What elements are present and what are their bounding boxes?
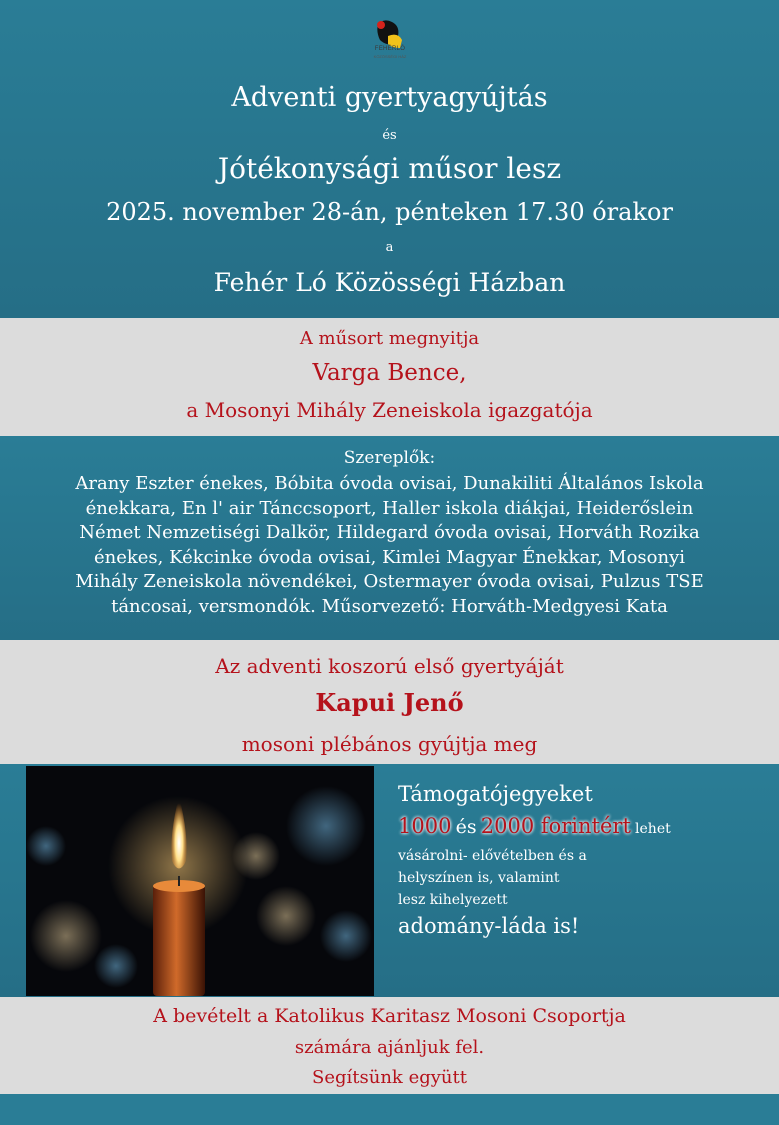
article-text: a [385,240,394,255]
opener-intro: A műsort megnyitja [299,328,480,349]
price-2000: 2000 forintért [480,814,631,838]
conjunction-text: és [382,128,397,143]
performers-line: énekes, Kékcinke óvoda ovisai, Kimlei Magyar Énekkar, Mosonyi [93,546,686,568]
tickets-price-line [398,814,778,838]
candle-lighter-section [0,640,779,764]
performers-line: Német Nemzetiségi Dalkör, Hildegard óvoda ovisai, Horváth Rozika [79,522,700,543]
performers-line: énekkara, En l' air Tánccsoport, Haller iskola diákjai, Heiderőslein [85,497,694,519]
tickets-line-6: adomány-láda is! [398,914,580,938]
performers-heading: Szereplők: [343,448,436,468]
tickets-line-4: helyszínen is, valamint [398,870,560,886]
header-section [0,0,779,318]
performers-line: táncosai, versmondók. Műsorvezető: Horváth-Medgyesi Kata [111,595,668,617]
performers-line: Arany Eszter énekes, Bóbita óvoda ovisai, Dunakiliti Általános Iskola [75,473,704,494]
event-title: Adventi gyertyagyújtás [231,82,548,113]
footer-section [0,997,779,1094]
event-subtitle: Jótékonysági műsor lesz [217,152,562,185]
event-venue: Fehér Ló Közösségi Házban [213,268,566,297]
price-and: és [455,816,477,838]
candle-intro: Az adventi koszorú első gyertyáját [215,654,564,678]
price-lehet: lehet [635,821,671,837]
bottom-bar [0,1094,779,1125]
candle-lighter-role: mosoni plébános gyújtja meg [241,732,538,756]
logo-subtext: KÖZÖSSÉGI HÁZ [373,54,407,59]
footer-line-3: Segítsünk együtt [312,1067,467,1088]
performers-section [0,436,779,640]
opener-section [0,318,779,436]
candle-image-icon [26,766,374,996]
footer-line-1: A bevételt a Katolikus Karitasz Mosoni Csoportja [153,1005,626,1027]
candle-lighter-name: Kapui Jenő [315,688,464,717]
tickets-line-3: vásárolni- elővételben és a [398,848,587,864]
event-date: 2025. november 28-án, pénteken 17.30 órakor [106,198,673,226]
tickets-text [398,782,778,938]
footer-line-2: számára ajánljuk fel. [294,1037,485,1058]
performers-list [0,472,779,619]
tickets-line-5: lesz kihelyezett [398,892,508,908]
opener-role: a Mosonyi Mihály Zeneiskola igazgatója [186,398,593,422]
performers-line: Mihály Zeneiskola növendékei, Ostermayer óvoda ovisai, Pulzus TSE [75,571,704,592]
price-1000: 1000 [398,814,452,838]
logo-text: FEHÉRLÓ [374,46,406,52]
candle-photo [26,766,374,996]
tickets-section [0,764,779,997]
opener-name: Varga Bence, [312,360,467,386]
tickets-heading: Támogatójegyeket [398,782,593,806]
